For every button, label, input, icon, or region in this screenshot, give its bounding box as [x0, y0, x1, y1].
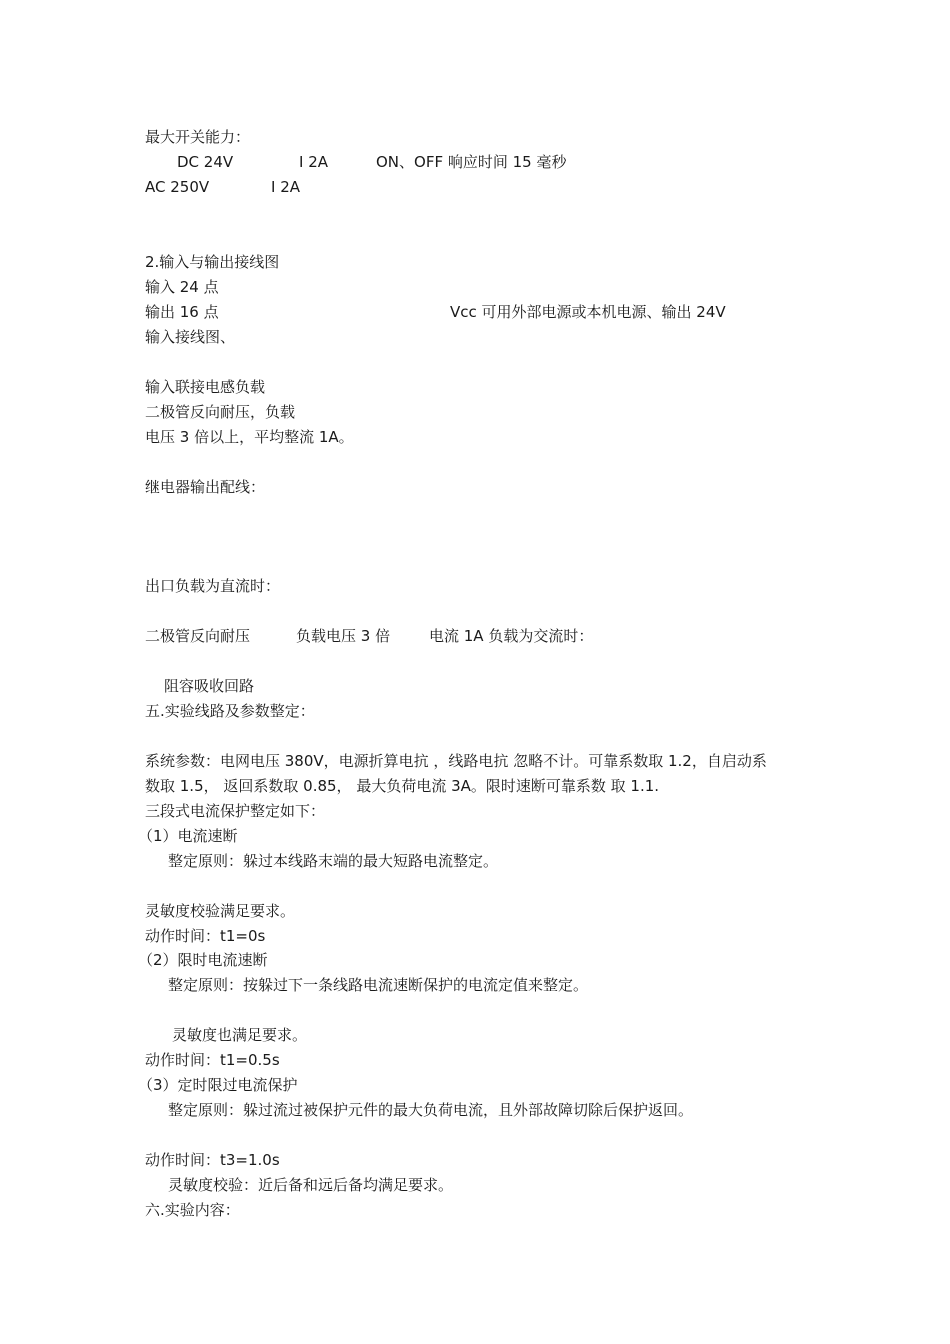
- sensitivity-check-2: 灵敏度也满足要求。: [172, 1026, 308, 1044]
- sensitivity-check-1: 灵敏度校验满足要求。: [145, 902, 296, 920]
- diode-reverse-voltage-2: 二极管反向耐压: [145, 627, 251, 645]
- dc-voltage: DC 24V: [177, 153, 234, 171]
- setting-principle-2: 整定原则：按躲过下一条线路电流速断保护的电流定值来整定。: [168, 976, 589, 994]
- dc-load-heading: 出口负载为直流时：: [145, 577, 281, 595]
- voltage-rectified-current: 电压 3 倍以上，平均整流 1A。: [145, 428, 354, 446]
- relay-output-wiring-heading: 继电器输出配线：: [145, 478, 266, 496]
- action-time-2: 动作时间：t1=0.5s: [145, 1051, 280, 1069]
- load-voltage-3x: 负载电压 3 倍: [296, 627, 391, 645]
- diode-reverse-voltage: 二极管反向耐压，负载: [145, 403, 296, 421]
- section-heading-five: 五.实验线路及参数整定：: [145, 702, 315, 720]
- action-time-3: 动作时间：t3=1.0s: [145, 1151, 280, 1169]
- definite-time-overcurrent-heading: （3）定时限过电流保护: [138, 1076, 298, 1094]
- section-heading-io-wiring: 2.输入与输出接线图: [145, 253, 280, 271]
- setting-principle-3: 整定原则：躲过流过被保护元件的最大负荷电流，且外部故障切除后保护返回。: [168, 1101, 694, 1119]
- response-time: ON、OFF 响应时间 15 毫秒: [376, 153, 567, 171]
- current-ac-load: 电流 1A 负载为交流时：: [429, 627, 594, 645]
- dc-current: I 2A: [299, 153, 328, 171]
- max-switching-capacity-heading: 最大开关能力：: [145, 128, 251, 146]
- ac-voltage: AC 250V: [145, 178, 210, 196]
- input-wiring-diagram-label: 输入接线图、: [145, 328, 236, 346]
- setting-principle-1: 整定原则：躲过本线路末端的最大短路电流整定。: [168, 852, 499, 870]
- system-params-2: 数取 1.5， 返回系数取 0.85， 最大负荷电流 3A。限时速断可靠系数 取 1.1.: [145, 777, 660, 795]
- sensitivity-check-3: 灵敏度校验：近后备和远后备均满足要求。: [168, 1176, 454, 1194]
- rc-snubber: 阻容吸收回路: [164, 677, 255, 695]
- input-points: 输入 24 点: [145, 278, 219, 296]
- output-points: 输出 16 点: [145, 303, 219, 321]
- three-stage-protection-heading: 三段式电流保护整定如下：: [145, 802, 326, 820]
- inductive-load-heading: 输入联接电感负载: [145, 378, 266, 396]
- system-params-1: 系统参数：电网电压 380V，电源折算电抗 ，线路电抗 忽略不计。可靠系数取 1.2，自启动系: [145, 752, 767, 770]
- vcc-note: Vcc 可用外部电源或本机电源、输出 24V: [450, 303, 726, 321]
- action-time-1: 动作时间：t1=0s: [145, 927, 266, 945]
- ac-current: I 2A: [271, 178, 300, 196]
- time-limited-overcurrent-heading: （2）限时电流速断: [138, 951, 268, 969]
- instantaneous-overcurrent-heading: （1）电流速断: [138, 827, 238, 845]
- section-heading-six: 六.实验内容：: [145, 1201, 240, 1219]
